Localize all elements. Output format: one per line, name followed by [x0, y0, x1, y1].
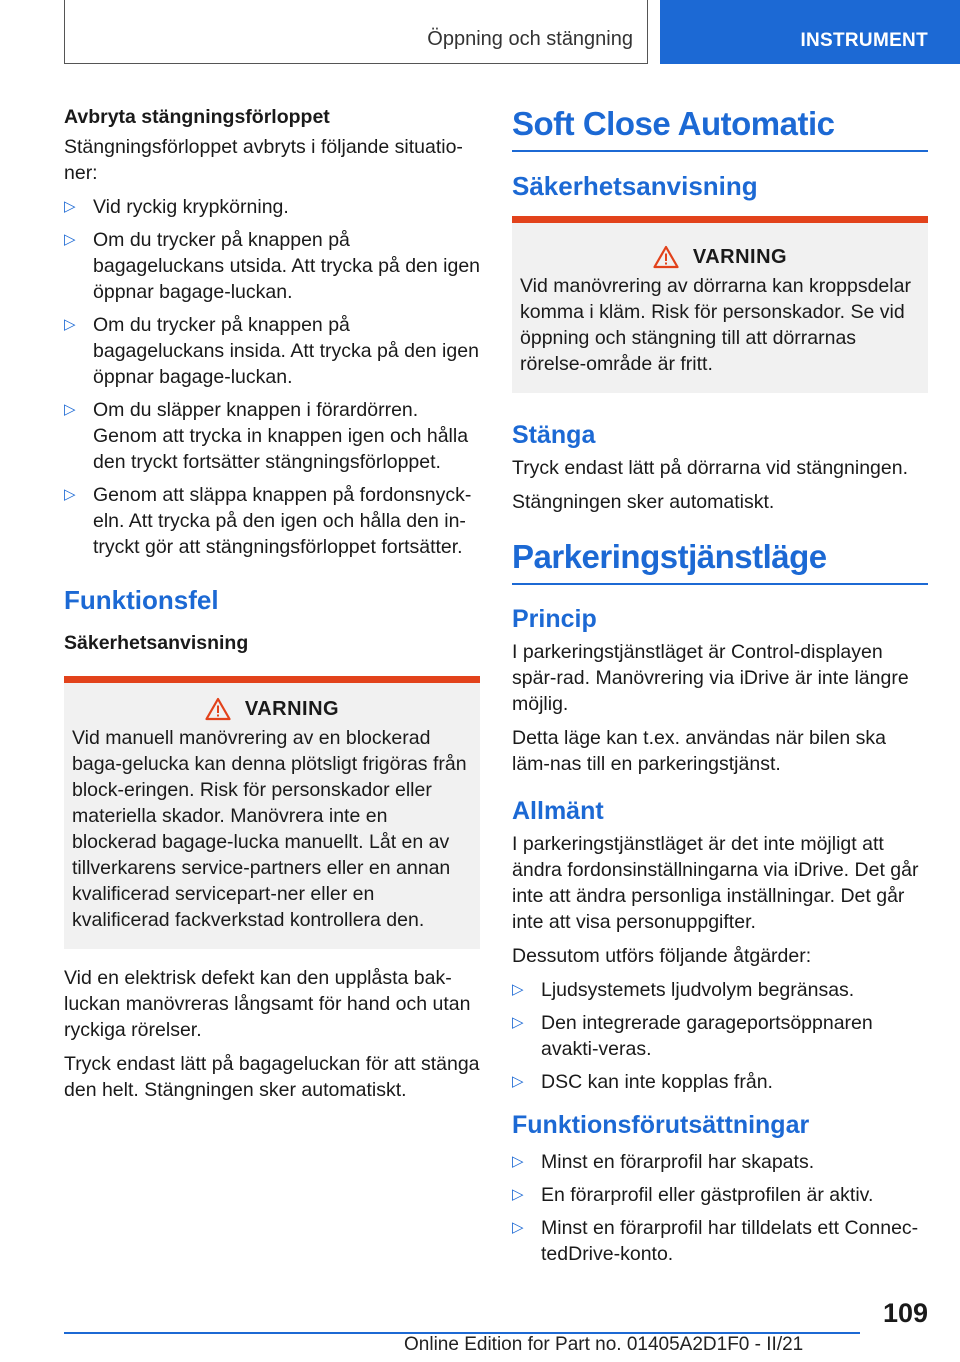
list-item: ▷ Om du trycker på knappen på bagageluckans insida. Att trycka på den igen öppnar bagage-luckan.: [64, 314, 479, 388]
principle-heading: Princip: [512, 605, 597, 633]
fault-safety-heading: Säkerhetsanvisning: [64, 632, 249, 654]
bullet-triangle-icon: ▷: [512, 1153, 524, 1170]
warning-box: [64, 676, 480, 949]
bullet-triangle-icon: ▷: [64, 231, 76, 248]
bullet-triangle-icon: ▷: [64, 316, 76, 333]
list-item: ▷ Om du trycker på knappen på bagageluckans utsida. Att trycka på den igen öppnar bagage-luckan.: [64, 229, 481, 303]
general-list: [512, 977, 928, 1095]
list-item: ▷ Den integrerade garageportsöppnaren avakti-veras.: [512, 1012, 873, 1060]
fault-paragraph: Tryck endast lätt på bagageluckan för att stänga den helt. Stängningen sker automatiskt.: [64, 1053, 480, 1101]
interrupt-intro: Stängningsförloppet avbryts i följande situatio-ner:: [64, 136, 463, 184]
prereq-list: [512, 1149, 928, 1267]
page-number: 109: [882, 1298, 928, 1328]
warning-text: Vid manövrering av dörrarna kan kroppsdelar komma i kläm. Risk för personskador. Se vid öppning och stängning till att dörrarnas rörelse-område är fritt.: [520, 275, 911, 375]
list-item: ▷ Om du släpper knappen i förardörren. Genom att trycka in knappen igen och hålla den tryckt fortsätter stängningsförloppet.: [64, 399, 469, 473]
fault-heading: Funktionsfel: [64, 585, 219, 615]
safety-heading: Säkerhetsanvisning: [512, 170, 928, 223]
bullet-triangle-icon: ▷: [512, 1219, 524, 1236]
bullet-triangle-icon: ▷: [512, 981, 524, 998]
header-section-box: [64, 0, 648, 64]
warning-triangle-icon: [653, 245, 679, 269]
warning-text: Vid manuell manövrering av en blockerad baga-gelucka kan denna plötsligt frigöras från block-eringen. Risk för personskador eller materiella skador. Manövrera inte en blockerad bagage-lucka manuellt. Låt en av tillverkarens service-partners eller en annan kvalificerad servicepart-ner eller en kvalificerad fackverkstad kontrollera den.: [72, 727, 467, 931]
parking-title: Parkeringstjänstläge: [512, 537, 928, 585]
close-paragraph: Stängningen sker automatiskt.: [512, 491, 775, 513]
close-paragraph: Tryck endast lätt på dörrarna vid stängningen.: [512, 457, 908, 479]
list-item: ▷ En förarprofil eller gästprofilen är aktiv.: [512, 1184, 874, 1206]
principle-paragraph: I parkeringstjänstläget är Control-displayen spär-rad. Manövrering via iDrive är inte längre möjlig.: [512, 641, 909, 715]
bullet-triangle-icon: ▷: [512, 1014, 524, 1031]
bullet-triangle-icon: ▷: [64, 198, 76, 215]
fault-paragraph: Vid en elektrisk defekt kan den upplåsta bak-luckan manövreras långsamt för hand och utan ryckiga rörelser.: [64, 967, 471, 1041]
bullet-triangle-icon: ▷: [64, 486, 76, 503]
right-column: [512, 104, 928, 1275]
header-section-title: Öppning och stängning: [427, 28, 633, 50]
general-paragraph: Dessutom utförs följande åtgärder:: [512, 945, 812, 967]
prereq-heading: Funktionsförutsättningar: [512, 1111, 810, 1139]
list-item: ▷ Ljudsystemets ljudvolym begränsas.: [512, 979, 855, 1001]
list-item: ▷ Genom att släppa knappen på fordonsnyck-eln. Att trycka på den igen och hålla den in-tryckt gör att stängningsförloppet fortsätter.: [64, 484, 472, 558]
list-item: ▷ Minst en förarprofil har skapats.: [512, 1151, 815, 1173]
warning-triangle-icon: [205, 697, 231, 721]
warning-title: VARNING: [244, 697, 340, 720]
list-item: ▷ Minst en förarprofil har tilldelats ett Connec-tedDrive-konto.: [512, 1217, 919, 1265]
warning-title: VARNING: [692, 245, 788, 268]
interrupt-list: [64, 194, 480, 560]
principle-paragraph: Detta läge kan t.ex. användas när bilen ska läm-nas till en parkeringstjänst.: [512, 727, 886, 775]
header-chapter-tab[interactable]: [660, 0, 960, 64]
list-item: ▷ Vid ryckig krypkörning.: [64, 196, 289, 218]
left-column: [64, 104, 480, 1111]
general-paragraph: I parkeringstjänstläget är det inte möjligt att ändra fordonsinställningarna via iDrive. Det går inte att ändra personliga inställningar. Det går inte att visa personuppgifter.: [512, 833, 919, 933]
bullet-triangle-icon: ▷: [64, 401, 76, 418]
bullet-triangle-icon: ▷: [512, 1186, 524, 1203]
list-item: ▷ DSC kan inte kopplas från.: [512, 1071, 773, 1093]
soft-close-title: Soft Close Automatic: [512, 104, 928, 152]
general-heading: Allmänt: [512, 797, 604, 825]
header-chapter-title: INSTRUMENT: [800, 30, 928, 51]
warning-box: [512, 223, 928, 393]
bullet-triangle-icon: ▷: [512, 1073, 524, 1090]
footer-edition-link[interactable]: Online Edition for Part no. 01405A2D1F0 - II/21: [404, 1334, 804, 1355]
close-heading: Stänga: [512, 421, 596, 449]
interrupt-title: Avbryta stängningsförloppet: [64, 106, 330, 128]
